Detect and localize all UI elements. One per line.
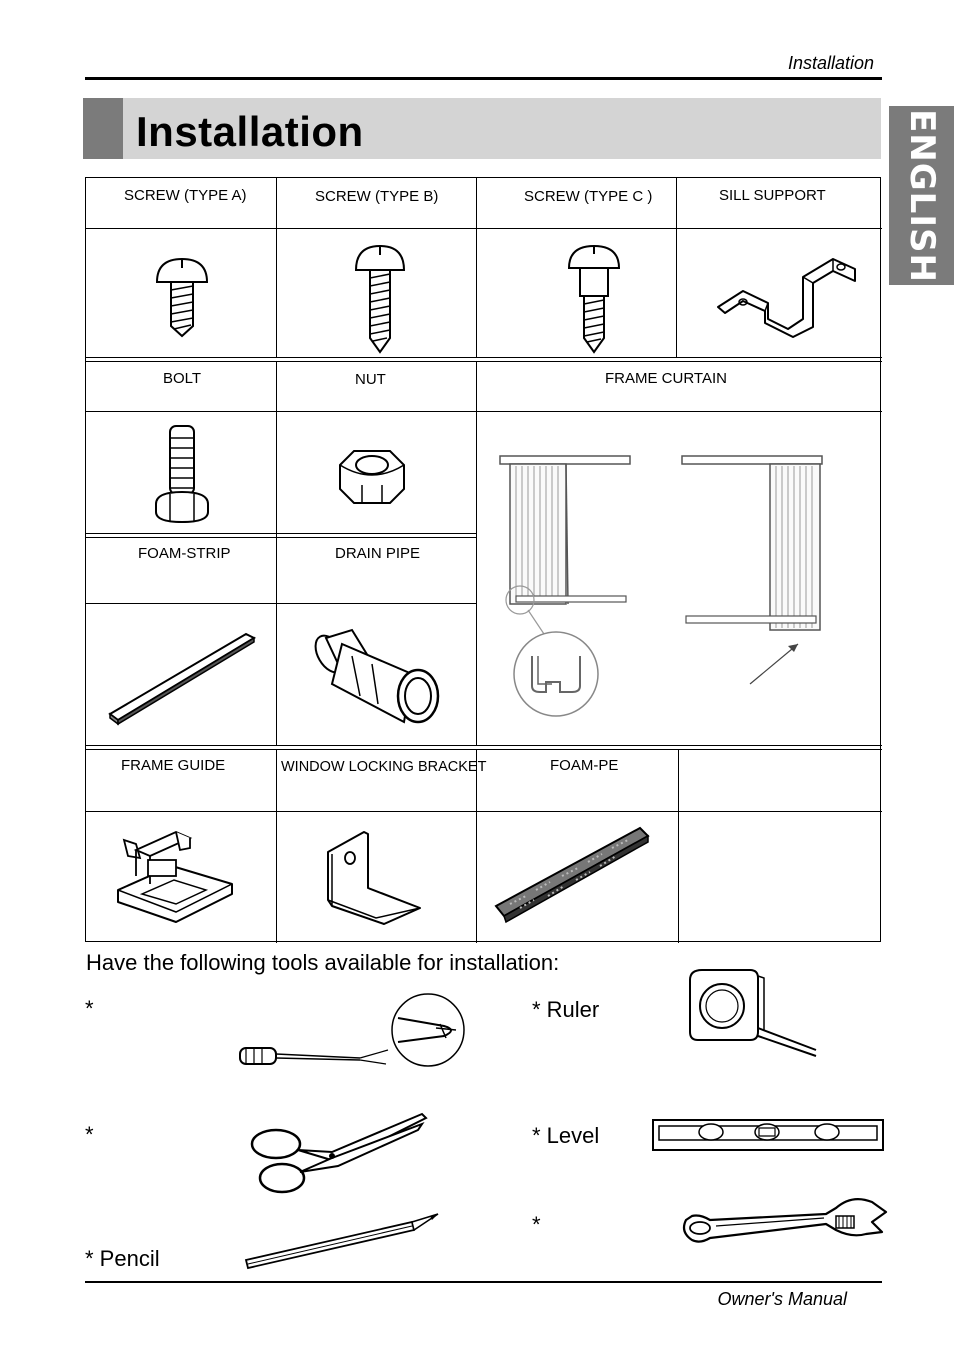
part-label-foam-pe: FOAM-PE [550,757,619,774]
wrench-icon [676,1190,888,1254]
table-rule [276,178,277,357]
running-header: Installation [787,53,874,73]
window-locking-bracket-icon [324,828,428,928]
part-label-screw-c: SCREW (TYPE C ) [524,188,653,205]
sill-support-icon [713,241,863,341]
part-label-window-locking-bracket: WINDOW LOCKING BRACKET [281,759,487,775]
part-label-bolt: BOLT [163,370,202,387]
table-rule [86,533,476,534]
header-rule [85,77,882,80]
table-rule [476,178,477,357]
screw-c-icon [566,242,622,354]
part-label-sill-support: SILL SUPPORT [719,187,826,204]
language-tab [889,106,954,285]
part-label-foam-strip: FOAM-STRIP [138,545,231,562]
table-rule [276,749,277,943]
part-label-drain-pipe: DRAIN PIPE [335,545,421,562]
part-label-screw-a: SCREW (TYPE A) [124,187,247,204]
table-rule [86,361,882,362]
table-rule [86,749,882,750]
banner-marker [83,98,123,159]
tools-heading: Have the following tools available for installation: [86,950,560,975]
table-rule [86,411,882,412]
foam-strip-icon [106,628,258,728]
tool-label-wrench: * [532,1212,541,1237]
part-label-frame-curtain: FRAME CURTAIN [605,370,727,387]
table-rule [476,361,477,745]
screw-a-icon [152,254,212,344]
tool-label-pencil: * Pencil [85,1246,160,1271]
tape-measure-icon [686,966,820,1058]
screwdriver-icon [236,992,468,1074]
level-icon [651,1114,887,1154]
frame-guide-icon [114,822,236,926]
table-rule [276,361,277,745]
table-rule [86,603,476,604]
language-tab-label: ENGLISH [901,108,942,283]
bolt-icon [152,422,212,526]
tool-label-level: * Level [532,1123,600,1148]
part-label-nut: NUT [355,371,386,388]
tool-label-scissors: * [85,1122,94,1147]
footer-rule [85,1281,882,1283]
table-rule [86,357,882,358]
pencil-icon [242,1212,440,1270]
table-rule [86,228,882,229]
frame-curtain-icon [496,446,836,716]
part-label-frame-guide: FRAME GUIDE [121,757,226,774]
table-rule [678,749,679,943]
tool-label-ruler: * Ruler [532,997,600,1022]
table-rule [86,537,476,538]
table-rule [86,811,882,812]
part-label-screw-b: SCREW (TYPE B) [315,188,439,205]
table-rule [676,178,677,357]
table-rule [86,745,882,746]
foam-pe-icon [490,824,650,924]
drain-pipe-icon [312,626,444,726]
table-rule [476,749,477,943]
tool-label-screwdriver: * [85,996,94,1021]
footer-title: Owner's Manual [717,1289,847,1309]
parts-table [85,177,881,942]
scissors-icon [246,1110,428,1198]
page-title: Installation [136,108,364,155]
screw-b-icon [352,242,408,354]
nut-icon [336,445,408,509]
